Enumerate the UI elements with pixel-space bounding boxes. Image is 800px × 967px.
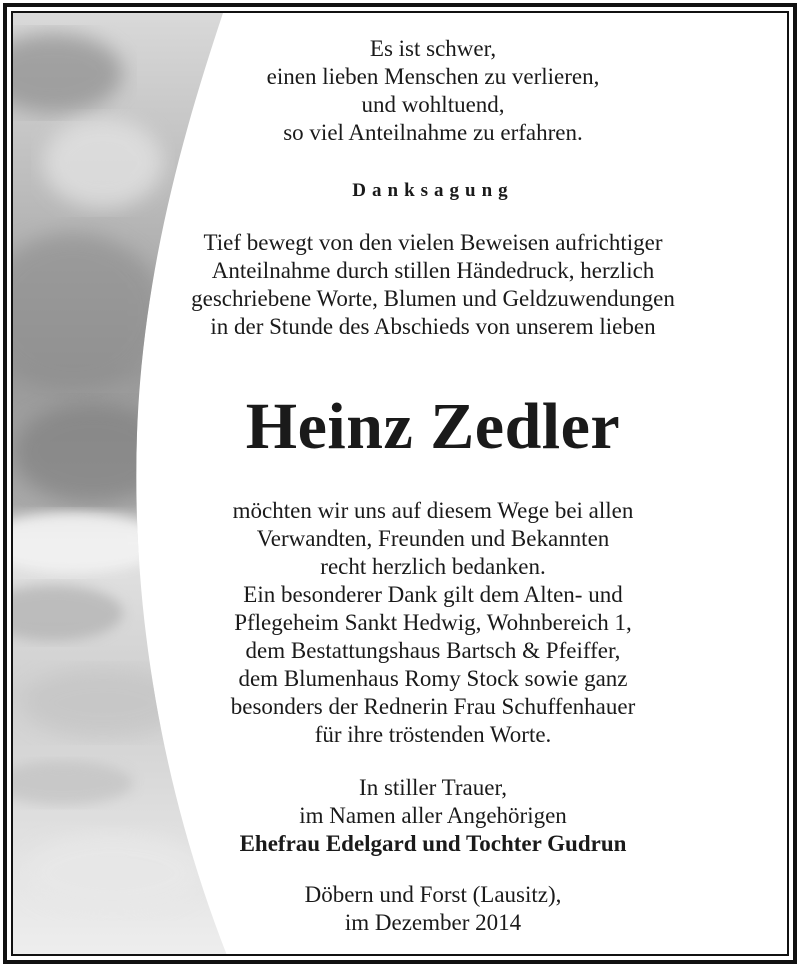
motto-line: Es ist schwer, xyxy=(369,36,497,61)
intro-line: Tief bewegt von den vielen Beweisen aufrichtiger xyxy=(203,230,663,255)
thanks-line: Ein besonderer Dank gilt dem Alten- und xyxy=(243,582,623,607)
place-date xyxy=(133,881,733,937)
thanks-line: möchten wir uns auf diesem Wege bei allen xyxy=(232,498,634,523)
family-names: Ehefrau Edelgard und Tochter Gudrun xyxy=(239,831,627,856)
mourning-line: im Namen aller Angehörigen xyxy=(299,803,567,828)
heading: Danksagung xyxy=(352,180,514,201)
motto xyxy=(133,35,733,147)
thanks-line: Pflegeheim Sankt Hedwig, Wohnbereich 1, xyxy=(234,610,632,635)
motto-line: so viel Anteilnahme zu erfahren. xyxy=(283,120,583,145)
thanks-text xyxy=(133,497,733,749)
intro-line: geschriebene Worte, Blumen und Geldzuwendungen xyxy=(191,286,675,311)
notice-content xyxy=(13,13,789,956)
mourning-text xyxy=(133,774,733,858)
motto-line: einen lieben Menschen zu verlieren, xyxy=(266,64,600,89)
thanks-line: dem Bestattungshaus Bartsch & Pfeiffer, xyxy=(245,638,621,663)
thanks-line: dem Blumenhaus Romy Stock sowie ganz xyxy=(238,666,628,691)
date-line: im Dezember 2014 xyxy=(344,910,522,935)
deceased-name: Heinz Zedler xyxy=(245,390,621,463)
thanks-line: Verwandten, Freunden und Bekannten xyxy=(256,526,610,551)
motto-line: und wohltuend, xyxy=(361,92,505,117)
notice-frame xyxy=(11,11,789,956)
thanks-line: für ihre tröstenden Worte. xyxy=(314,722,552,747)
thanks-line: recht herzlich bedanken. xyxy=(320,554,546,579)
intro-line: in der Stunde des Abschieds von unserem lieben xyxy=(210,314,656,339)
mourning-line: In stiller Trauer, xyxy=(359,775,507,800)
thanks-line: besonders der Rednerin Frau Schuffenhauer xyxy=(230,694,636,719)
place-line: Döbern und Forst (Lausitz), xyxy=(304,882,562,907)
intro-text xyxy=(133,229,733,341)
intro-line: Anteilnahme durch stillen Händedruck, herzlich xyxy=(211,258,655,283)
